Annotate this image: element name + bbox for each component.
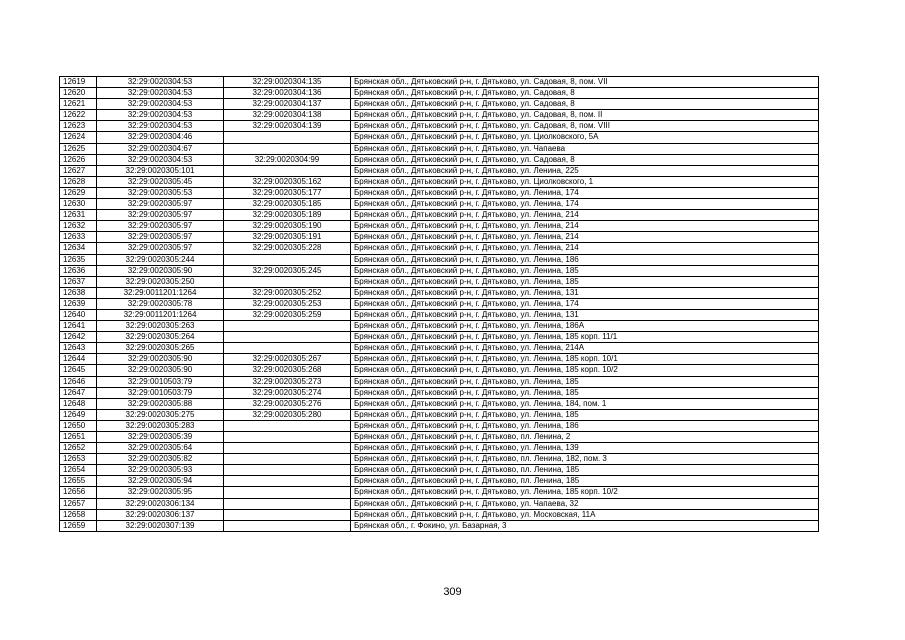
table-row xyxy=(60,332,819,343)
row-number-cell: 12628 xyxy=(60,176,97,187)
address-cell: Брянская обл., Дятьковский р-н, г. Дятьково, ул. Ленина, 174 xyxy=(351,199,819,210)
row-number-cell: 12633 xyxy=(60,232,97,243)
address-cell: Брянская обл., Дятьковский р-н, г. Дятьково, пл. Ленина, 185 xyxy=(351,465,819,476)
object-number-cell: 32:29:0020305:162 xyxy=(224,176,351,187)
table-row xyxy=(60,321,819,332)
row-number-cell: 12645 xyxy=(60,365,97,376)
table-row xyxy=(60,476,819,487)
object-number-cell: 32:29:0020304:139 xyxy=(224,121,351,132)
address-cell: Брянская обл., Дятьковский р-н, г. Дятьково, ул. Ленина, 185 корп. 10/2 xyxy=(351,487,819,498)
address-cell: Брянская обл., Дятьковский р-н, г. Дятьково, ул. Садовая, 8, пом. II xyxy=(351,110,819,121)
cadastral-number-cell: 32:29:0020305:97 xyxy=(97,221,224,232)
table-row xyxy=(60,432,819,443)
object-number-cell xyxy=(224,143,351,154)
row-number-cell: 12627 xyxy=(60,165,97,176)
object-number-cell: 32:29:0020305:253 xyxy=(224,298,351,309)
address-cell: Брянская обл., Дятьковский р-н, г. Дятьково, ул. Ленина, 139 xyxy=(351,443,819,454)
row-number-cell: 12621 xyxy=(60,99,97,110)
address-cell: Брянская обл., Дятьковский р-н, г. Дятьково, ул. Садовая, 8, пом. VII xyxy=(351,77,819,88)
cadastral-number-cell: 32:29:0020305:97 xyxy=(97,232,224,243)
table-row xyxy=(60,443,819,454)
table-row xyxy=(60,287,819,298)
row-number-cell: 12643 xyxy=(60,343,97,354)
address-cell: Брянская обл., Дятьковский р-н, г. Дятьково, ул. Ленина, 214 xyxy=(351,243,819,254)
object-number-cell xyxy=(224,420,351,431)
cadastral-number-cell: 32:29:0020305:250 xyxy=(97,276,224,287)
row-number-cell: 12637 xyxy=(60,276,97,287)
row-number-cell: 12651 xyxy=(60,432,97,443)
row-number-cell: 12631 xyxy=(60,210,97,221)
row-number-cell: 12654 xyxy=(60,465,97,476)
table-row xyxy=(60,420,819,431)
object-number-cell xyxy=(224,443,351,454)
object-number-cell xyxy=(224,343,351,354)
cadastral-number-cell: 32:29:0020305:244 xyxy=(97,254,224,265)
table-row xyxy=(60,232,819,243)
cadastral-number-cell: 32:29:0020306:137 xyxy=(97,509,224,520)
object-number-cell xyxy=(224,476,351,487)
table-row xyxy=(60,498,819,509)
address-cell: Брянская обл., Дятьковский р-н, г. Дятьково, ул. Ленина, 214 xyxy=(351,210,819,221)
cadastral-number-cell: 32:29:0020305:95 xyxy=(97,487,224,498)
row-number-cell: 12632 xyxy=(60,221,97,232)
cadastral-number-cell: 32:29:0020306:134 xyxy=(97,498,224,509)
object-number-cell xyxy=(224,498,351,509)
cadastral-number-cell: 32:29:0020304:53 xyxy=(97,121,224,132)
table-row xyxy=(60,221,819,232)
cadastral-number-cell: 32:29:0020305:97 xyxy=(97,199,224,210)
table-row xyxy=(60,121,819,132)
object-number-cell: 32:29:0020305:228 xyxy=(224,243,351,254)
cadastral-number-cell: 32:29:0020304:67 xyxy=(97,143,224,154)
cadastral-number-cell: 32:29:0020305:82 xyxy=(97,454,224,465)
address-cell: Брянская обл., Дятьковский р-н, г. Дятьково, ул. Ленина, 185 корп. 10/1 xyxy=(351,354,819,365)
object-number-cell: 32:29:0020305:245 xyxy=(224,265,351,276)
cadastral-number-cell: 32:29:0020305:264 xyxy=(97,332,224,343)
object-number-cell: 32:29:0020304:138 xyxy=(224,110,351,121)
object-number-cell xyxy=(224,432,351,443)
table-row xyxy=(60,354,819,365)
address-cell: Брянская обл., Дятьковский р-н, г. Дятьково, ул. Ленина, 185 xyxy=(351,265,819,276)
address-cell: Брянская обл., Дятьковский р-н, г. Дятьково, ул. Ленина, 186А xyxy=(351,321,819,332)
cadastral-number-cell: 32:29:0020305:90 xyxy=(97,354,224,365)
object-number-cell: 32:29:0020305:274 xyxy=(224,387,351,398)
table-row xyxy=(60,243,819,254)
row-number-cell: 12656 xyxy=(60,487,97,498)
object-number-cell: 32:29:0020304:136 xyxy=(224,88,351,99)
object-number-cell: 32:29:0020304:99 xyxy=(224,154,351,165)
table-row xyxy=(60,99,819,110)
cadastral-number-cell: 32:29:0020305:78 xyxy=(97,298,224,309)
row-number-cell: 12657 xyxy=(60,498,97,509)
cadastral-number-cell: 32:29:0020305:90 xyxy=(97,365,224,376)
address-cell: Брянская обл., Дятьковский р-н, г. Дятьково, ул. Ленина, 214А xyxy=(351,343,819,354)
table-row xyxy=(60,387,819,398)
object-number-cell: 32:29:0020305:280 xyxy=(224,409,351,420)
object-number-cell: 32:29:0020305:190 xyxy=(224,221,351,232)
row-number-cell: 12644 xyxy=(60,354,97,365)
address-cell: Брянская обл., Дятьковский р-н, г. Дятьково, ул. Чапаева xyxy=(351,143,819,154)
address-cell: Брянская обл., Дятьковский р-н, г. Дятьково, ул. Ленина, 185 корп. 11/1 xyxy=(351,332,819,343)
table-row xyxy=(60,343,819,354)
table-row xyxy=(60,254,819,265)
address-cell: Брянская обл., Дятьковский р-н, г. Дятьково, ул. Циолковского, 5А xyxy=(351,132,819,143)
page-number: 309 xyxy=(443,586,462,598)
cadastral-number-cell: 32:29:0020304:53 xyxy=(97,77,224,88)
object-number-cell xyxy=(224,165,351,176)
table-row xyxy=(60,398,819,409)
object-number-cell: 32:29:0020305:268 xyxy=(224,365,351,376)
address-cell: Брянская обл., Дятьковский р-н, г. Дятьково, ул. Чапаева, 32 xyxy=(351,498,819,509)
cadastral-number-cell: 32:29:0020305:265 xyxy=(97,343,224,354)
cadastral-number-cell: 32:29:0020305:64 xyxy=(97,443,224,454)
table-row xyxy=(60,487,819,498)
table-row xyxy=(60,187,819,198)
row-number-cell: 12658 xyxy=(60,509,97,520)
table-row xyxy=(60,199,819,210)
object-number-cell: 32:29:0020305:191 xyxy=(224,232,351,243)
address-cell: Брянская обл., Дятьковский р-н, г. Дятьково, ул. Ленина, 185 xyxy=(351,387,819,398)
row-number-cell: 12624 xyxy=(60,132,97,143)
object-number-cell xyxy=(224,520,351,531)
cadastral-number-cell: 32:29:0020304:46 xyxy=(97,132,224,143)
address-cell: Брянская обл., Дятьковский р-н, г. Дятьково, пл. Ленина, 185 xyxy=(351,476,819,487)
table-row xyxy=(60,520,819,531)
cadastral-number-cell: 32:29:0020305:101 xyxy=(97,165,224,176)
address-cell: Брянская обл., Дятьковский р-н, г. Дятьково, ул. Ленина, 184, пом. 1 xyxy=(351,398,819,409)
address-cell: Брянская обл., Дятьковский р-н, г. Дятьково, пл. Ленина, 182, пом. 3 xyxy=(351,454,819,465)
cadastral-table xyxy=(59,76,819,532)
address-cell: Брянская обл., Дятьковский р-н, г. Дятьково, ул. Ленина, 174 xyxy=(351,187,819,198)
address-cell: Брянская обл., Дятьковский р-н, г. Дятьково, ул. Ленина, 186 xyxy=(351,254,819,265)
row-number-cell: 12634 xyxy=(60,243,97,254)
cadastral-number-cell: 32:29:0011201:1264 xyxy=(97,287,224,298)
address-cell: Брянская обл., Дятьковский р-н, г. Дятьково, ул. Ленина, 214 xyxy=(351,221,819,232)
address-cell: Брянская обл., Дятьковский р-н, г. Дятьково, ул. Садовая, 8, пом. VIII xyxy=(351,121,819,132)
table-row xyxy=(60,276,819,287)
address-cell: Брянская обл., Дятьковский р-н, г. Дятьково, ул. Ленина, 214 xyxy=(351,232,819,243)
object-number-cell: 32:29:0020305:276 xyxy=(224,398,351,409)
table-row xyxy=(60,154,819,165)
row-number-cell: 12648 xyxy=(60,398,97,409)
table-row xyxy=(60,265,819,276)
object-number-cell xyxy=(224,254,351,265)
object-number-cell: 32:29:0020305:259 xyxy=(224,309,351,320)
cadastral-number-cell: 32:29:0010503:79 xyxy=(97,376,224,387)
object-number-cell: 32:29:0020305:267 xyxy=(224,354,351,365)
table-row xyxy=(60,88,819,99)
row-number-cell: 12646 xyxy=(60,376,97,387)
row-number-cell: 12639 xyxy=(60,298,97,309)
object-number-cell xyxy=(224,276,351,287)
table-row xyxy=(60,509,819,520)
address-cell: Брянская обл., Дятьковский р-н, г. Дятьково, ул. Ленина, 186 xyxy=(351,420,819,431)
row-number-cell: 12655 xyxy=(60,476,97,487)
row-number-cell: 12626 xyxy=(60,154,97,165)
address-cell: Брянская обл., г. Фокино, ул. Базарная, 3 xyxy=(351,520,819,531)
cadastral-number-cell: 32:29:0020305:97 xyxy=(97,210,224,221)
row-number-cell: 12641 xyxy=(60,321,97,332)
address-cell: Брянская обл., Дятьковский р-н, г. Дятьково, ул. Садовая, 8 xyxy=(351,88,819,99)
row-number-cell: 12647 xyxy=(60,387,97,398)
cadastral-number-cell: 32:29:0020305:275 xyxy=(97,409,224,420)
object-number-cell: 32:29:0020304:135 xyxy=(224,77,351,88)
address-cell: Брянская обл., Дятьковский р-н, г. Дятьково, ул. Садовая, 8 xyxy=(351,99,819,110)
row-number-cell: 12629 xyxy=(60,187,97,198)
object-number-cell xyxy=(224,465,351,476)
table-row xyxy=(60,376,819,387)
address-cell: Брянская обл., Дятьковский р-н, г. Дятьково, ул. Ленина, 131 xyxy=(351,309,819,320)
row-number-cell: 12652 xyxy=(60,443,97,454)
address-cell: Брянская обл., Дятьковский р-н, г. Дятьково, ул. Садовая, 8 xyxy=(351,154,819,165)
address-cell: Брянская обл., Дятьковский р-н, г. Дятьково, ул. Ленина, 185 xyxy=(351,376,819,387)
cadastral-number-cell: 32:29:0020305:45 xyxy=(97,176,224,187)
table-row xyxy=(60,165,819,176)
table-row xyxy=(60,110,819,121)
cadastral-number-cell: 32:29:0020304:53 xyxy=(97,99,224,110)
cadastral-number-cell: 32:29:0020305:93 xyxy=(97,465,224,476)
object-number-cell xyxy=(224,487,351,498)
cadastral-number-cell: 32:29:0020304:53 xyxy=(97,88,224,99)
row-number-cell: 12620 xyxy=(60,88,97,99)
table-row xyxy=(60,298,819,309)
table-row xyxy=(60,210,819,221)
object-number-cell: 32:29:0020305:185 xyxy=(224,199,351,210)
address-cell: Брянская обл., Дятьковский р-н, г. Дятьково, ул. Ленина, 174 xyxy=(351,298,819,309)
row-number-cell: 12630 xyxy=(60,199,97,210)
address-cell: Брянская обл., Дятьковский р-н, г. Дятьково, ул. Московская, 11А xyxy=(351,509,819,520)
table-row xyxy=(60,365,819,376)
cadastral-number-cell: 32:29:0020305:94 xyxy=(97,476,224,487)
table-row xyxy=(60,143,819,154)
cadastral-number-cell: 32:29:0020305:88 xyxy=(97,398,224,409)
row-number-cell: 12636 xyxy=(60,265,97,276)
table-row xyxy=(60,454,819,465)
cadastral-number-cell: 32:29:0020307:139 xyxy=(97,520,224,531)
cadastral-number-cell: 32:29:0020304:53 xyxy=(97,110,224,121)
object-number-cell: 32:29:0020305:177 xyxy=(224,187,351,198)
cadastral-number-cell: 32:29:0020304:53 xyxy=(97,154,224,165)
row-number-cell: 12659 xyxy=(60,520,97,531)
cadastral-number-cell: 32:29:0020305:53 xyxy=(97,187,224,198)
object-number-cell xyxy=(224,332,351,343)
address-cell: Брянская обл., Дятьковский р-н, г. Дятьково, ул. Ленина, 131 xyxy=(351,287,819,298)
row-number-cell: 12638 xyxy=(60,287,97,298)
cadastral-number-cell: 32:29:0010503:79 xyxy=(97,387,224,398)
row-number-cell: 12635 xyxy=(60,254,97,265)
object-number-cell: 32:29:0020305:252 xyxy=(224,287,351,298)
object-number-cell xyxy=(224,321,351,332)
row-number-cell: 12649 xyxy=(60,409,97,420)
object-number-cell: 32:29:0020305:273 xyxy=(224,376,351,387)
object-number-cell xyxy=(224,509,351,520)
cadastral-number-cell: 32:29:0020305:263 xyxy=(97,321,224,332)
row-number-cell: 12623 xyxy=(60,121,97,132)
address-cell: Брянская обл., Дятьковский р-н, г. Дятьково, ул. Ленина, 185 корп. 10/2 xyxy=(351,365,819,376)
table-row xyxy=(60,465,819,476)
table-row xyxy=(60,132,819,143)
row-number-cell: 12650 xyxy=(60,420,97,431)
cadastral-number-cell: 32:29:0020305:90 xyxy=(97,265,224,276)
table-row xyxy=(60,309,819,320)
cadastral-number-cell: 32:29:0020305:39 xyxy=(97,432,224,443)
cadastral-number-cell: 32:29:0020305:97 xyxy=(97,243,224,254)
table-row xyxy=(60,176,819,187)
row-number-cell: 12653 xyxy=(60,454,97,465)
table-row xyxy=(60,409,819,420)
address-cell: Брянская обл., Дятьковский р-н, г. Дятьково, ул. Ленина, 185 xyxy=(351,409,819,420)
address-cell: Брянская обл., Дятьковский р-н, г. Дятьково, ул. Ленина, 225 xyxy=(351,165,819,176)
object-number-cell xyxy=(224,454,351,465)
cadastral-number-cell: 32:29:0011201:1264 xyxy=(97,309,224,320)
object-number-cell: 32:29:0020305:189 xyxy=(224,210,351,221)
row-number-cell: 12625 xyxy=(60,143,97,154)
row-number-cell: 12619 xyxy=(60,77,97,88)
table-body xyxy=(60,77,819,532)
address-cell: Брянская обл., Дятьковский р-н, г. Дятьково, ул. Циолковского, 1 xyxy=(351,176,819,187)
cadastral-number-cell: 32:29:0020305:283 xyxy=(97,420,224,431)
table-row xyxy=(60,77,819,88)
row-number-cell: 12640 xyxy=(60,309,97,320)
row-number-cell: 12622 xyxy=(60,110,97,121)
object-number-cell xyxy=(224,132,351,143)
address-cell: Брянская обл., Дятьковский р-н, г. Дятьково, пл. Ленина, 2 xyxy=(351,432,819,443)
row-number-cell: 12642 xyxy=(60,332,97,343)
address-cell: Брянская обл., Дятьковский р-н, г. Дятьково, ул. Ленина, 185 xyxy=(351,276,819,287)
object-number-cell: 32:29:0020304:137 xyxy=(224,99,351,110)
